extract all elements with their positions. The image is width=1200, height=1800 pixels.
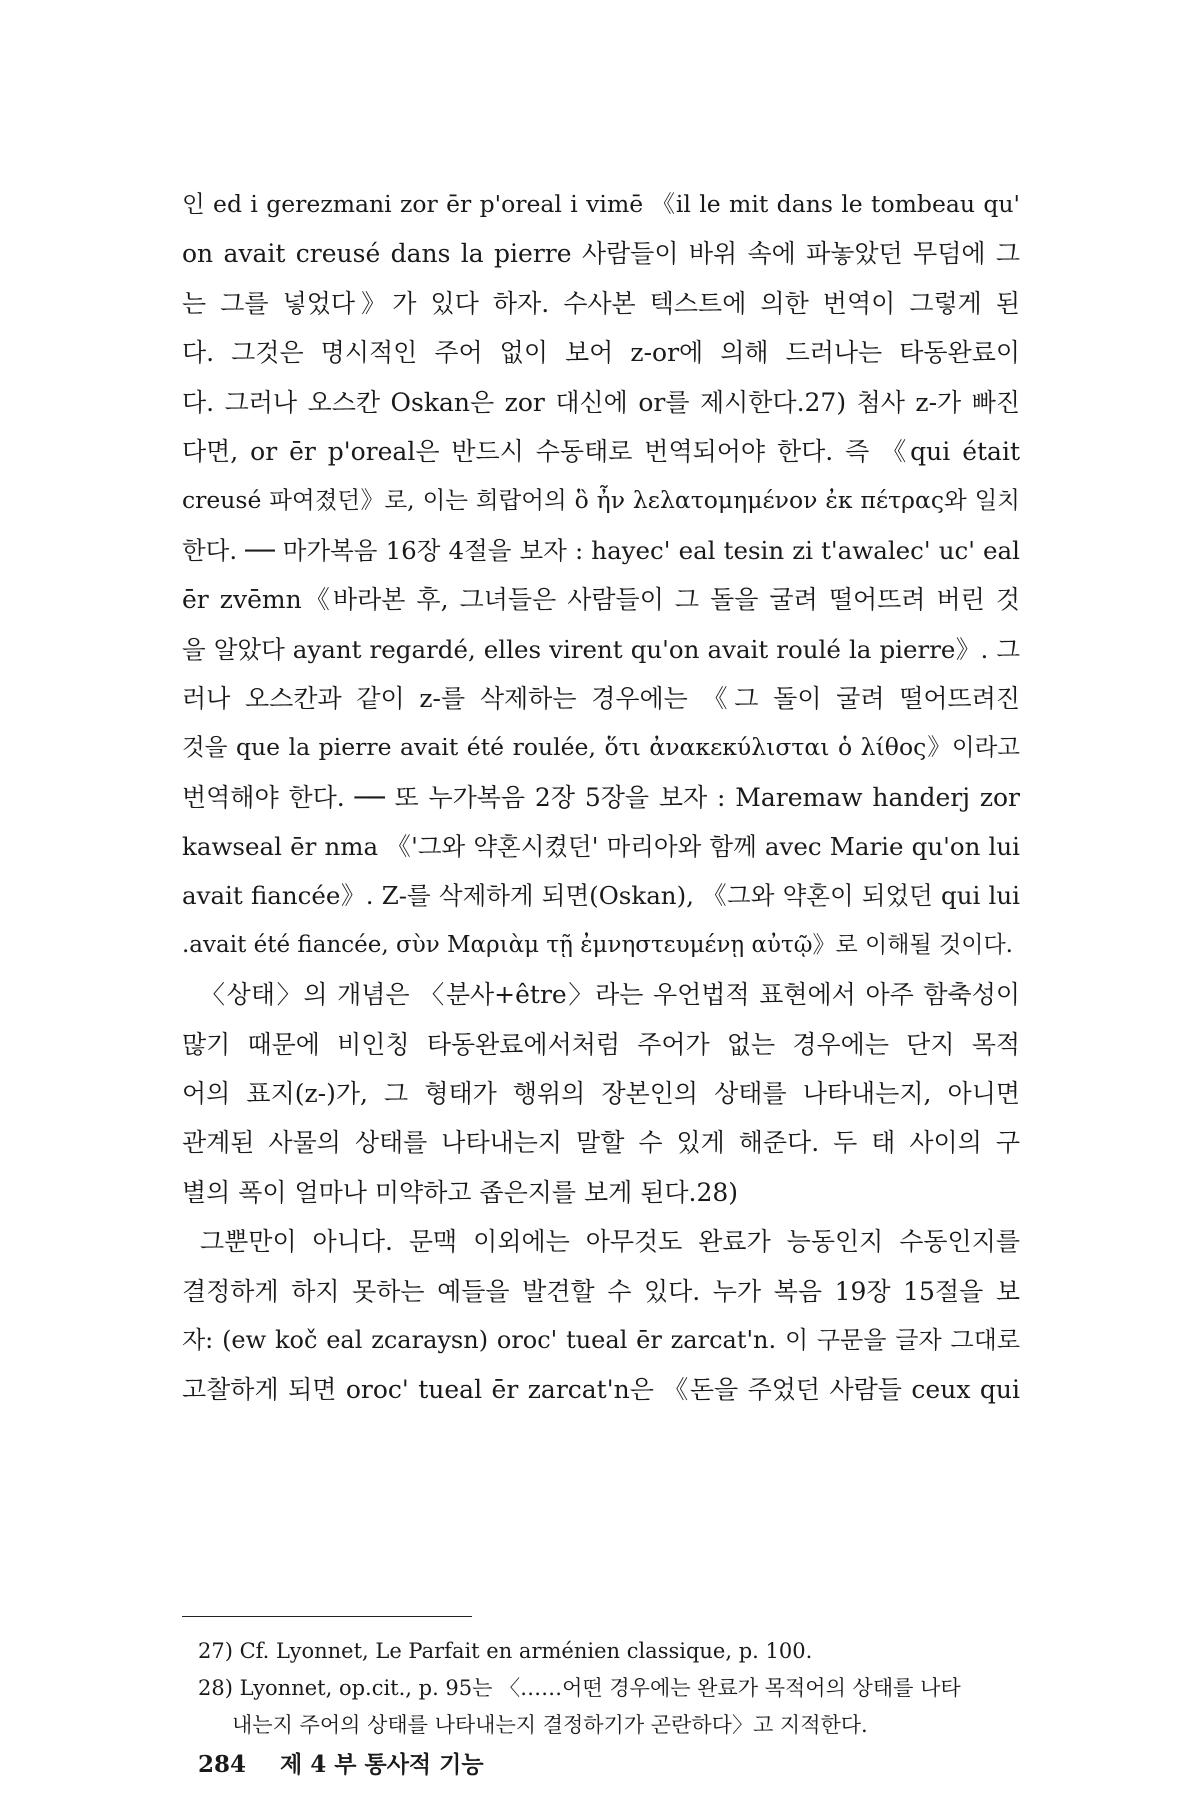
body-line-21: 별의 폭이 얼마나 미약하고 좁은지를 보게 된다.28) [182,1177,739,1207]
body-line-7: creusé 파여졌던》로, 이는 희랍어의 ὃ ἦν λελατομημένον ἐκ πέτρας와 일치 [182,486,1020,515]
body-line-20: 관계된 사물의 상태를 나타내는지 말할 수 있게 해준다. 두 태 사이의 구 [182,1128,1020,1158]
body-line-8: 한다. ── 마가복음 16장 4절을 보자 : hayec' eal tesin zi t'awalec' uc' eal [182,535,1020,565]
footnotes [198,1633,1020,1744]
body-line-13: 번역해야 한다. ── 또 누가복음 2장 5장을 보자 : Maremaw handerj zor [182,782,1020,812]
body-line-19: 어의 표지(z-)가, 그 형태가 행위의 장본인의 상태를 나타내는지, 아니면 [182,1079,1020,1109]
body-line-17: 〈상태〉의 개념은 〈분사+être〉라는 우언법적 표현에서 아주 함축성이 [200,980,1020,1010]
body-line-11: 러나 오스칸과 같이 z-를 삭제하는 경우에는 《그 돌이 굴려 떨어뜨려진 [182,683,1020,713]
page-footer [198,1746,484,1779]
body-line-2: on avait creusé dans la pierre 사람들이 바위 속에 파놓았던 무덤에 그 [182,239,1020,269]
body-line-4: 다. 그것은 명시적인 주어 없이 보어 z-or에 의해 드러나는 타동완료이 [182,338,1020,368]
body-line-9: ēr zvēmn《바라본 후, 그녀들은 사람들이 그 돌을 굴려 떨어뜨려 버린 것 [182,585,1020,615]
body-line-22: 그뿐만이 아니다. 문맥 이외에는 아무것도 완료가 능동인지 수동인지를 [200,1227,1020,1257]
page-number: 284 [198,1751,247,1778]
body-line-15: avait fiancée》. Z-를 삭제하게 되면(Oskan), 《그와 약혼이 되었던 qui lui [182,881,1020,911]
body-line-6: 다면, or ēr p'oreal은 반드시 수동태로 번역되어야 한다. 즉 《qui était [182,436,1020,466]
body-text [182,180,1020,1415]
running-title: 제 4 부 통사적 기능 [280,1751,484,1778]
body-line-18: 많기 때문에 비인칭 타동완료에서처럼 주어가 없는 경우에는 단지 목적 [182,1029,1020,1059]
footnote-28-line-1: 28) Lyonnet, op.cit., p. 95는 〈……어떤 경우에는 완료가 목적어의 상태를 나타 [198,1676,961,1700]
body-line-5: 다. 그러나 오스칸 Oskan은 zor 대신에 or를 제시한다.27) 첨사 z-가 빠진 [182,387,1020,417]
body-line-10: 을 알았다 ayant regardé, elles virent qu'on avait roulé la pierre》. 그 [182,634,1020,664]
footnote-divider [182,1616,472,1617]
body-line-23: 결정하게 하지 못하는 예들을 발견할 수 있다. 누가 복음 19장 15절을 보 [182,1276,1020,1306]
body-line-14: kawseal ēr nma 《'그와 약혼시켰던' 마리아와 함께 avec Marie qu'on lui [182,832,1020,862]
footnote-27: 27) Cf. Lyonnet, Le Parfait en arménien classique, p. 100. [198,1639,813,1663]
body-line-25: 고찰하게 되면 oroc' tueal ēr zarcat'n은 《돈을 주었던 사람들 ceux qui [182,1375,1020,1405]
body-line-16: .avait été fiancée, σὺν Μαριὰμ τῇ ἐμνηστευμένῃ αὐτῷ》로 이해될 것이다. [182,931,1013,958]
footnote-28-line-2: 내는지 주어의 상태를 나타내는지 결정하기가 곤란하다〉고 지적한다. [232,1713,868,1737]
body-line-1: 인 ed i gerezmani zor ēr p'oreal i vimē 《il le mit dans le tombeau qu' [182,190,1020,218]
body-line-3: 는 그를 넣었다》가 있다 하자. 수사본 텍스트에 의한 번역이 그렇게 된 [182,288,1020,318]
body-line-24: 자: (ew koč eal zcaraysn) oroc' tueal ēr zarcat'n. 이 구문을 글자 그대로 [182,1325,1020,1354]
body-line-12: 것을 que la pierre avait été roulée, ὅτι ἀνακεκύλισται ὁ λίθος》이라고 [182,733,1020,762]
